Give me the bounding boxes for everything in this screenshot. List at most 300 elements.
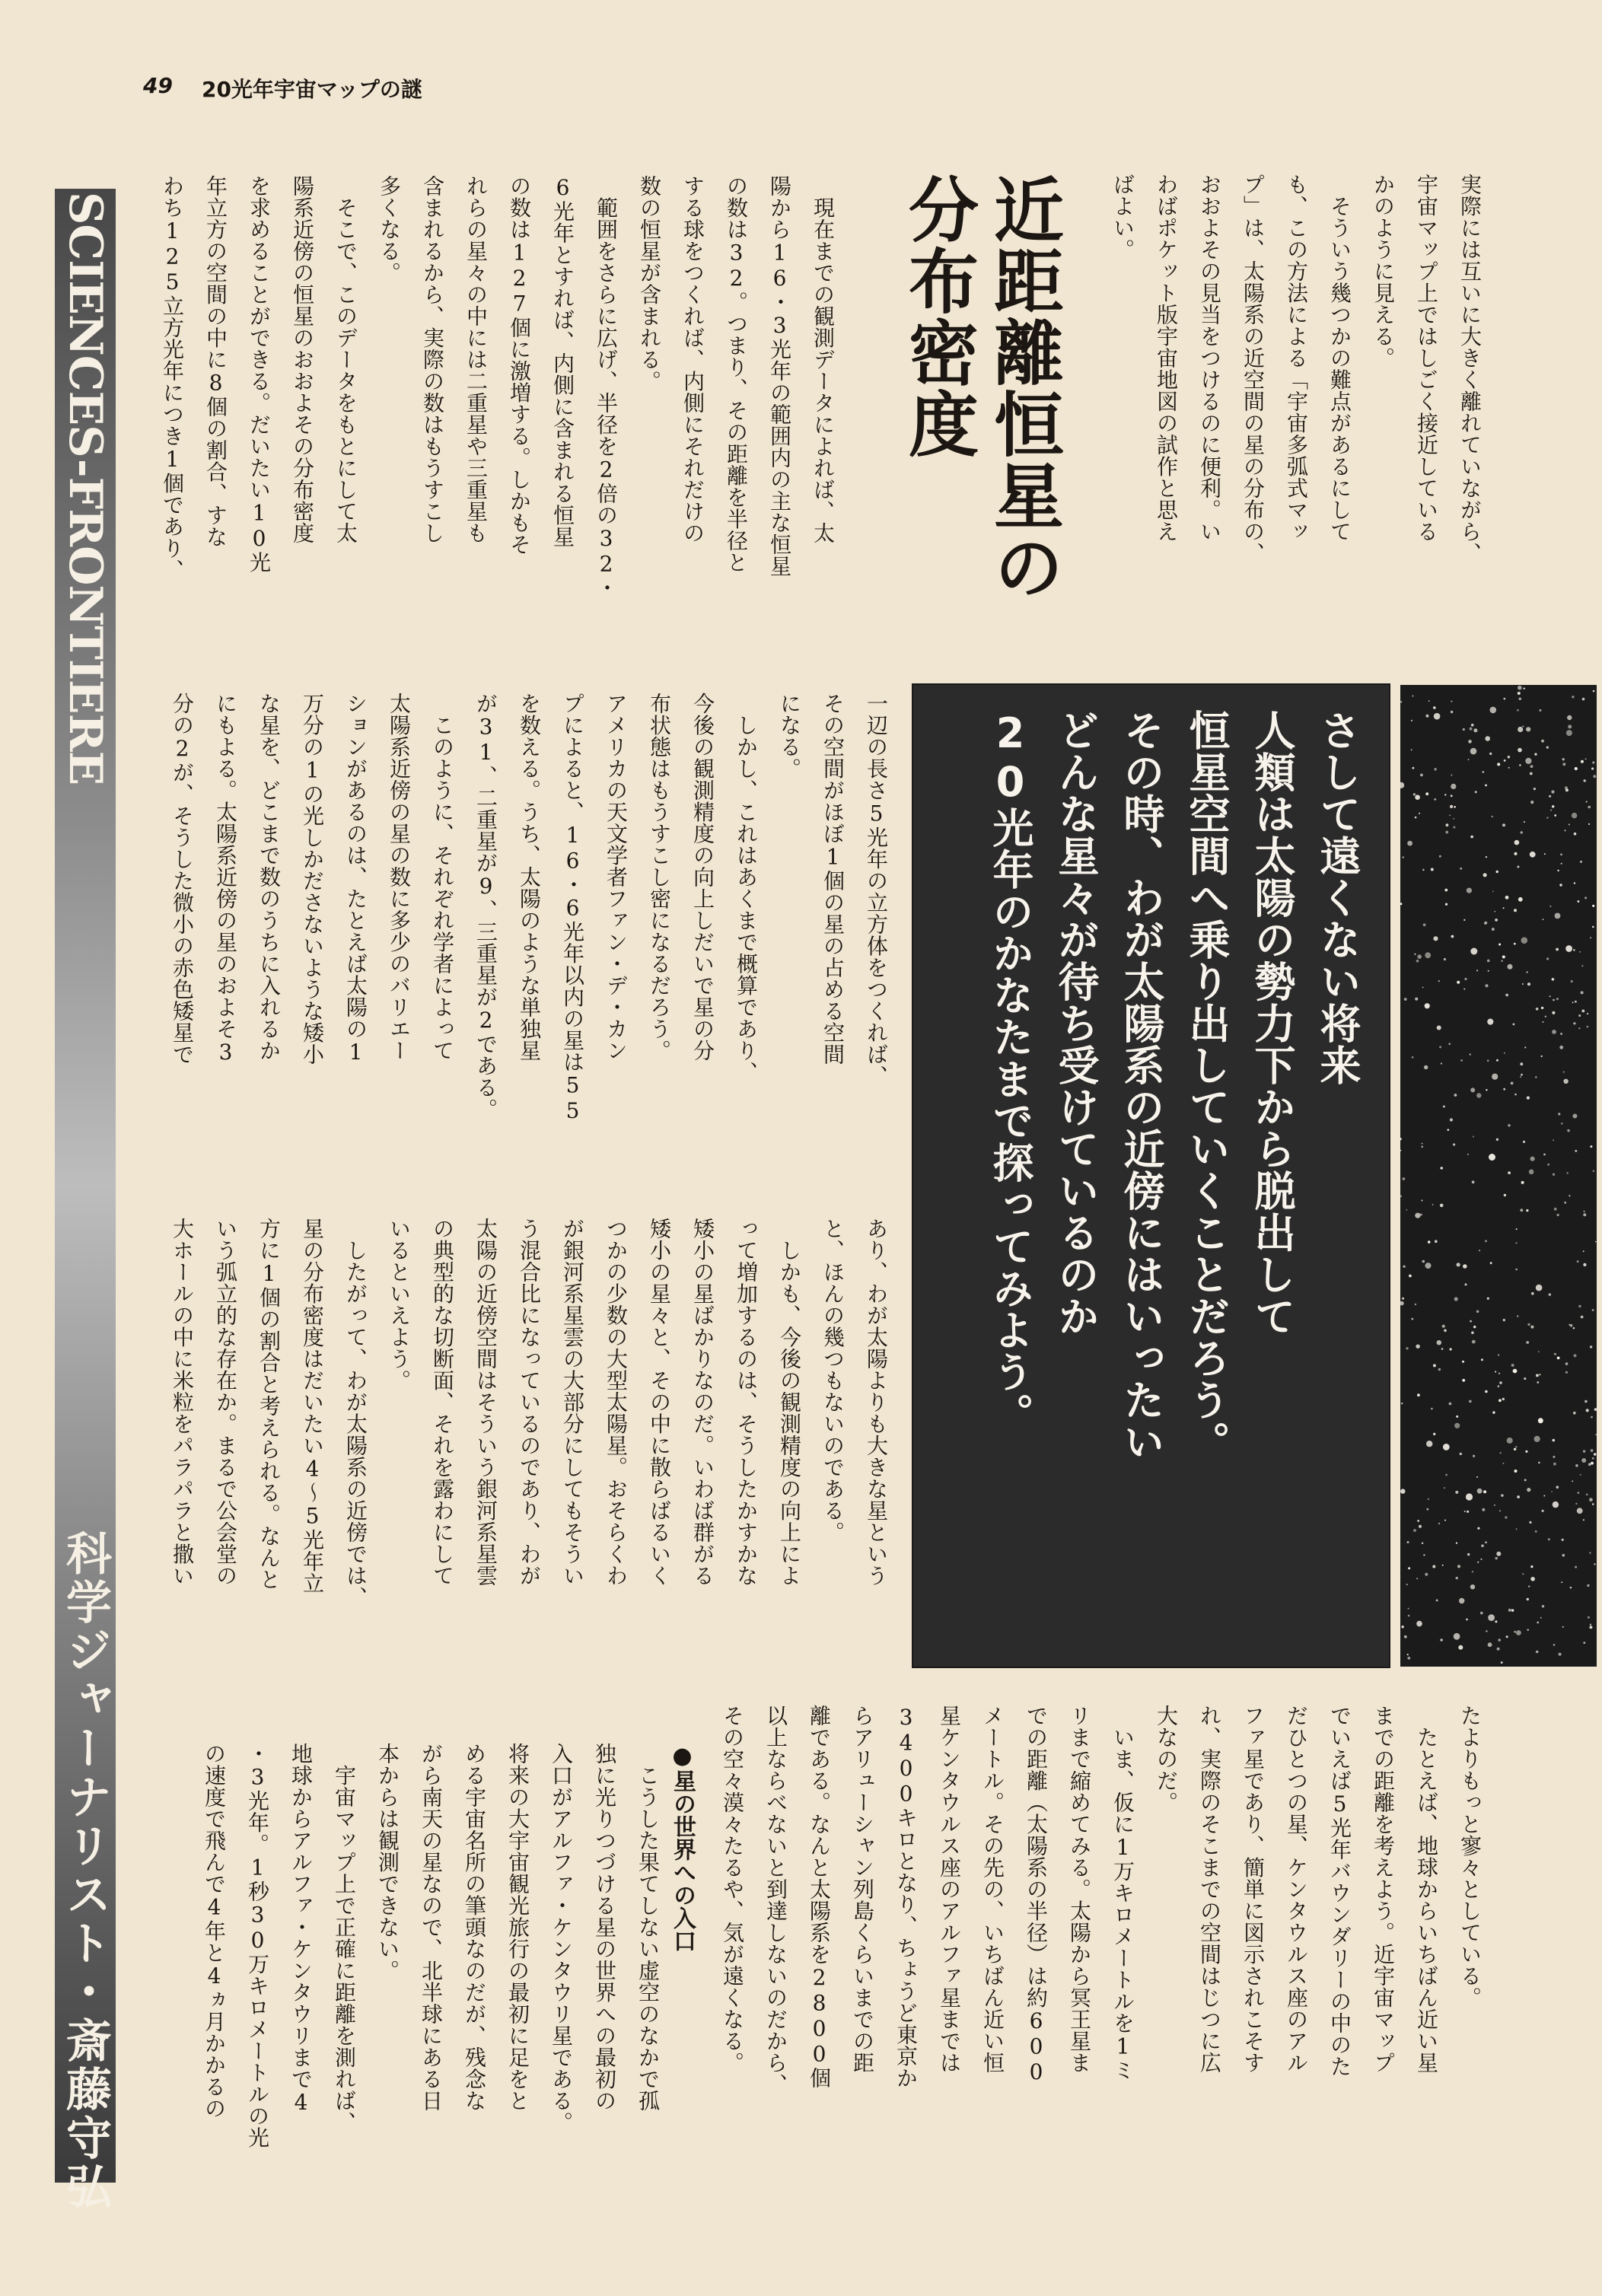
star xyxy=(1561,1581,1562,1583)
star xyxy=(1526,1209,1528,1212)
star xyxy=(1433,706,1436,709)
star xyxy=(1555,913,1561,919)
article-column-top-right: 実際には互いに大きく離れていながら、 宇宙マップ上ではしごく接近している かのように見える。 そういう幾つかの難点があるにして も、この方法による「宇宙多弧式マッ プ」は、太陽系の近空間の星の分布の、 おおよその見当をつけるのに便利。い わばポケット版宇宙地図の試作と思え ばよい。 xyxy=(1110,174,1483,564)
star xyxy=(1520,1062,1523,1065)
star xyxy=(1518,748,1522,753)
star xyxy=(1578,1014,1581,1017)
star xyxy=(1442,1325,1445,1328)
star xyxy=(1514,840,1520,845)
star xyxy=(1470,728,1473,731)
star xyxy=(1515,1446,1517,1447)
star xyxy=(1438,1523,1440,1524)
star xyxy=(1526,1341,1529,1344)
star xyxy=(1412,1056,1414,1059)
star xyxy=(1496,1552,1501,1556)
star xyxy=(1448,1043,1451,1045)
star xyxy=(1578,900,1580,903)
star xyxy=(1560,854,1562,856)
star xyxy=(1517,1315,1518,1317)
star xyxy=(1557,870,1559,871)
star xyxy=(1468,740,1472,744)
star xyxy=(1519,698,1521,700)
star xyxy=(1475,791,1477,793)
star xyxy=(1591,1416,1593,1419)
star xyxy=(1454,806,1456,808)
star xyxy=(1485,1390,1488,1393)
star xyxy=(1583,1263,1586,1266)
star xyxy=(1472,1180,1475,1183)
star xyxy=(1469,1400,1472,1403)
star xyxy=(1552,1011,1555,1014)
star xyxy=(1524,1479,1527,1481)
star xyxy=(1424,1065,1428,1069)
star xyxy=(1499,1510,1501,1511)
star xyxy=(1469,1053,1471,1056)
star xyxy=(1456,1543,1457,1544)
star xyxy=(1496,1138,1498,1141)
star xyxy=(1508,964,1513,970)
star xyxy=(1425,952,1431,958)
star xyxy=(1440,1204,1444,1208)
star xyxy=(1502,1398,1505,1400)
star xyxy=(1514,852,1517,855)
star xyxy=(1417,1393,1420,1396)
star xyxy=(1495,1557,1498,1559)
star xyxy=(1511,1609,1514,1611)
star xyxy=(1592,761,1594,763)
star xyxy=(1508,767,1510,769)
star xyxy=(1490,1262,1492,1264)
star xyxy=(1488,970,1489,972)
star xyxy=(1467,1154,1469,1155)
star xyxy=(1520,1209,1523,1212)
star xyxy=(1488,1642,1492,1647)
star xyxy=(1457,1565,1460,1568)
star xyxy=(1403,1177,1406,1180)
star xyxy=(1476,1476,1478,1478)
star xyxy=(1467,1553,1470,1556)
star xyxy=(1485,785,1487,787)
star xyxy=(1480,1612,1483,1615)
star xyxy=(1425,1263,1432,1269)
star xyxy=(1522,726,1524,728)
star xyxy=(1590,937,1591,938)
star xyxy=(1543,919,1544,920)
star xyxy=(1472,1340,1476,1344)
star xyxy=(1543,1154,1546,1156)
star xyxy=(1562,1539,1564,1541)
star xyxy=(1451,775,1452,776)
star xyxy=(1454,1423,1460,1428)
star xyxy=(1503,1319,1505,1321)
star xyxy=(1435,1240,1438,1243)
star xyxy=(1508,1171,1511,1174)
star xyxy=(1581,1316,1584,1319)
star xyxy=(1476,1310,1479,1314)
star xyxy=(1414,954,1416,955)
star xyxy=(1549,995,1551,997)
star xyxy=(1470,1584,1475,1589)
star xyxy=(1543,1495,1545,1497)
star xyxy=(1549,906,1551,907)
star xyxy=(1565,830,1566,831)
star xyxy=(1498,1385,1500,1387)
star xyxy=(1529,1170,1534,1175)
star xyxy=(1422,869,1424,871)
star xyxy=(1559,884,1562,886)
star xyxy=(1522,983,1524,985)
star xyxy=(1476,970,1478,971)
star xyxy=(1413,1529,1416,1532)
star xyxy=(1453,826,1455,829)
star xyxy=(1534,788,1536,790)
star xyxy=(1514,1448,1516,1451)
star xyxy=(1530,765,1534,768)
star xyxy=(1502,955,1505,958)
star xyxy=(1586,1409,1589,1412)
star xyxy=(1549,795,1551,798)
star xyxy=(1437,1340,1441,1345)
star xyxy=(1530,801,1534,804)
star xyxy=(1541,1056,1543,1057)
star xyxy=(1425,1003,1430,1008)
star xyxy=(1450,805,1453,808)
star xyxy=(1451,784,1456,789)
article-column-lower-left: あり、わが太陽よりも大きな星という と、ほんの幾つもないのである。 しかも、今後の観測精度の向上によ って増加するのは、そうしたかすかな 矮小の星ばかりなのだ。いわば群がる 矮小の星々と、その中に散らばるいく つかの少数の大型太陽星。おそらくわ が銀河系星雲の大部分にしてもそうい う混合比になっているのであり、わが 太陽の近傍空間はそういう銀河系星雲 の典型的な切断面、それを露わにして いるといえよう。 したがって、わが太陽系の近傍では、 星の分布密度はだいたい4〜5光年立 方に1個の割合と考えられる。なんと いう弧立的な存在か。まるで公会堂の 大ホールの中に米粒をパラパラと撒い xyxy=(170,1218,889,1608)
star xyxy=(1406,1209,1407,1211)
star xyxy=(1588,1616,1590,1619)
star xyxy=(1574,882,1575,884)
star xyxy=(1411,720,1412,721)
star xyxy=(1492,816,1493,817)
star xyxy=(1466,1619,1468,1621)
star xyxy=(1444,1330,1447,1333)
star xyxy=(1428,1240,1431,1244)
star xyxy=(1584,779,1586,782)
star xyxy=(1530,1326,1534,1329)
star xyxy=(1407,841,1412,846)
star xyxy=(1562,763,1565,766)
star xyxy=(1553,1501,1559,1508)
star xyxy=(1490,707,1497,714)
star xyxy=(1530,772,1533,775)
star xyxy=(1404,1635,1407,1638)
star xyxy=(1455,1491,1458,1494)
star xyxy=(1460,1453,1462,1455)
star xyxy=(1594,1453,1596,1455)
star xyxy=(1571,980,1573,982)
star xyxy=(1485,736,1490,741)
star xyxy=(1513,1369,1518,1374)
star xyxy=(1518,686,1522,690)
star xyxy=(1549,1293,1551,1295)
star xyxy=(1444,889,1448,892)
star xyxy=(1588,806,1591,809)
star xyxy=(1525,758,1531,764)
star xyxy=(1413,793,1416,795)
star xyxy=(1417,954,1422,959)
star xyxy=(1582,698,1585,701)
star xyxy=(1419,1525,1422,1528)
star xyxy=(1517,1495,1520,1498)
star xyxy=(1540,1617,1542,1619)
star xyxy=(1504,1052,1505,1054)
star xyxy=(1573,1022,1575,1024)
star xyxy=(1485,1541,1487,1543)
star xyxy=(1439,1046,1441,1048)
star xyxy=(1439,855,1441,858)
star xyxy=(1583,1250,1584,1252)
star xyxy=(1505,896,1509,900)
star xyxy=(1445,831,1448,834)
star xyxy=(1583,1519,1584,1521)
star xyxy=(1481,1358,1483,1361)
star xyxy=(1589,1498,1593,1501)
star xyxy=(1535,1076,1537,1078)
star xyxy=(1545,1016,1546,1017)
star xyxy=(1514,1470,1518,1473)
star xyxy=(1451,701,1452,702)
star xyxy=(1470,836,1473,839)
star xyxy=(1531,1292,1534,1295)
star xyxy=(1401,1403,1403,1405)
star xyxy=(1417,1520,1419,1522)
star xyxy=(1486,1630,1487,1632)
star xyxy=(1573,1412,1576,1415)
star xyxy=(1451,711,1453,713)
star xyxy=(1592,1457,1594,1460)
star xyxy=(1502,823,1505,826)
star xyxy=(1513,1024,1515,1026)
star xyxy=(1479,1250,1480,1251)
star xyxy=(1535,1530,1537,1533)
star xyxy=(1514,1094,1517,1096)
star xyxy=(1581,965,1583,966)
star xyxy=(1561,863,1562,865)
star xyxy=(1415,795,1420,800)
star xyxy=(1542,1605,1544,1607)
running-title: 20光年宇宙マップの謎 xyxy=(201,77,422,102)
star xyxy=(1544,853,1546,855)
star xyxy=(1514,909,1517,912)
star xyxy=(1537,1381,1539,1384)
star xyxy=(1406,1347,1408,1349)
star xyxy=(1574,833,1577,836)
star xyxy=(1445,903,1448,906)
star xyxy=(1432,1565,1435,1568)
star xyxy=(1553,1463,1556,1466)
star xyxy=(1470,948,1477,955)
star xyxy=(1498,1399,1502,1402)
star xyxy=(1420,774,1423,777)
star xyxy=(1587,1013,1588,1014)
star xyxy=(1521,1074,1523,1076)
star xyxy=(1467,888,1472,893)
star xyxy=(1553,1439,1556,1442)
star xyxy=(1481,1559,1483,1560)
star xyxy=(1467,1511,1469,1513)
star xyxy=(1527,1629,1529,1631)
star xyxy=(1584,1400,1588,1403)
star xyxy=(1592,1309,1594,1311)
star xyxy=(1505,994,1508,997)
star xyxy=(1557,1214,1559,1216)
star xyxy=(1524,821,1525,823)
star xyxy=(1464,978,1467,980)
star xyxy=(1403,1266,1406,1268)
star xyxy=(1538,1351,1540,1352)
star xyxy=(1481,1544,1484,1547)
star xyxy=(1433,1364,1436,1367)
star xyxy=(1408,1608,1409,1610)
star xyxy=(1551,790,1554,793)
star xyxy=(1501,960,1503,962)
star xyxy=(1577,1508,1583,1514)
star xyxy=(1444,1520,1446,1521)
star xyxy=(1407,1657,1410,1660)
star xyxy=(1453,818,1454,820)
star xyxy=(1454,1094,1457,1097)
star xyxy=(1521,831,1523,833)
star xyxy=(1593,690,1595,693)
star xyxy=(1546,957,1549,960)
star xyxy=(1553,999,1555,1002)
star xyxy=(1506,1635,1508,1638)
star xyxy=(1420,1214,1422,1216)
star xyxy=(1505,1516,1507,1518)
star xyxy=(1591,1462,1594,1465)
star xyxy=(1484,922,1486,925)
star xyxy=(1411,749,1412,750)
star xyxy=(1498,1373,1500,1374)
star xyxy=(1443,1106,1445,1108)
star xyxy=(1497,763,1500,766)
article-column-lower-right-2: こうした果てしない虚空のなかで孤 独に光りつづける星の世界への最初の 入口がアルファ・ケンタウリ星である。 将来の大宇宙観光旅行の最初に足をと める宇宙名所の筆頭なのだが、残念な がら南天の星なので、北半球にある日 本からは観測できない。 宇宙マップ上で正確に距離を測れば、 地球からアルファ・ケンタウリまで4 ・3光年。1秒30万キロメートルの光 の速度で飛んで4年と4ヵ月かかるの xyxy=(202,1743,661,2148)
star xyxy=(1523,1141,1525,1143)
star xyxy=(1407,1654,1409,1655)
promo-text: さして遠くない将来 人類は太陽の勢力下から脱出して 恒星空間へ乗り出していくことだろう。 その時、わが太陽系の近傍にはいったい どんな星々が待ち受けているのか 20光年のかなたまで探ってみよう。 xyxy=(986,709,1362,1463)
star xyxy=(1449,815,1451,817)
star xyxy=(1575,1464,1578,1467)
star xyxy=(1508,1609,1511,1612)
star xyxy=(1422,987,1424,989)
running-header xyxy=(143,73,422,103)
star xyxy=(1502,1463,1504,1464)
star xyxy=(1570,1324,1573,1327)
star xyxy=(1524,688,1525,689)
star xyxy=(1539,1374,1540,1375)
page-number: 49 xyxy=(143,73,173,98)
star xyxy=(1402,1298,1404,1300)
star xyxy=(1590,1345,1592,1348)
star xyxy=(1422,1260,1425,1263)
star xyxy=(1570,1587,1572,1588)
star xyxy=(1580,861,1582,863)
star xyxy=(1441,1348,1444,1350)
star xyxy=(1524,1377,1526,1380)
star xyxy=(1538,1462,1540,1464)
star xyxy=(1536,1285,1543,1291)
star xyxy=(1526,971,1527,973)
star xyxy=(1527,982,1530,986)
star xyxy=(1463,1264,1467,1269)
star xyxy=(1409,1275,1412,1278)
star xyxy=(1553,1173,1555,1176)
star xyxy=(1441,1062,1442,1064)
star xyxy=(1476,1093,1481,1097)
star xyxy=(1473,1136,1474,1138)
star xyxy=(1444,958,1446,960)
star xyxy=(1514,943,1516,945)
star xyxy=(1561,1123,1562,1124)
star xyxy=(1426,1508,1428,1511)
star xyxy=(1487,1059,1489,1062)
star xyxy=(1534,753,1537,756)
star xyxy=(1423,923,1426,926)
star xyxy=(1527,1323,1530,1326)
star xyxy=(1489,753,1492,755)
star xyxy=(1543,1021,1544,1023)
star xyxy=(1457,981,1460,984)
star xyxy=(1558,1113,1560,1115)
star xyxy=(1508,1124,1510,1126)
star xyxy=(1585,758,1587,759)
star xyxy=(1460,868,1462,870)
article-column-upper-left: 現在までの観測データによれば、太 陽から16・3光年の範囲内の主な恒星 の数は32。つまり、その距離を半径と する球をつくれば、内側にそれだけの 数の恒星が含まれる。 範囲をさらに広げ、半径を2倍の32・ 6光年とすれば、内側に含まれる恒星 の数は127個に激増する。しかもそ れらの星々の中には二重星や三重星も 含まれるから、実際の数はもうすこし 多くなる。 そこで、このデータをもとにして太 陽系近傍の恒星のおおよその分布密度 を求めることができる。だいたい10光 年立方の空間の中に8個の割合、すな わち125立方光年につき1個であり、 xyxy=(160,175,836,599)
star xyxy=(1541,740,1544,743)
star xyxy=(1496,871,1498,873)
star xyxy=(1587,1584,1589,1587)
star xyxy=(1534,1436,1540,1442)
star xyxy=(1499,1381,1502,1384)
star xyxy=(1487,1298,1489,1300)
star xyxy=(1503,1088,1505,1091)
star xyxy=(1521,937,1528,944)
star xyxy=(1448,1129,1450,1131)
star xyxy=(1572,813,1577,818)
star xyxy=(1516,1228,1518,1230)
star xyxy=(1470,1320,1472,1323)
star xyxy=(1473,1455,1475,1457)
star xyxy=(1541,1007,1543,1009)
star xyxy=(1477,1489,1483,1494)
star xyxy=(1515,1242,1517,1244)
star xyxy=(1497,1648,1500,1651)
star xyxy=(1411,1318,1413,1320)
star xyxy=(1589,1552,1591,1553)
star xyxy=(1589,1626,1592,1629)
star xyxy=(1438,980,1440,982)
star xyxy=(1487,1019,1493,1025)
star xyxy=(1592,905,1594,907)
star xyxy=(1578,1492,1580,1494)
star xyxy=(1483,1490,1486,1493)
star xyxy=(1521,1181,1524,1184)
star xyxy=(1454,1633,1460,1640)
star xyxy=(1586,801,1588,802)
star xyxy=(1546,817,1548,818)
star xyxy=(1415,1304,1416,1305)
star xyxy=(1504,698,1506,700)
star xyxy=(1450,1118,1453,1121)
star xyxy=(1465,1283,1467,1285)
star xyxy=(1408,1615,1410,1617)
star xyxy=(1434,798,1436,801)
star xyxy=(1556,998,1559,1000)
star xyxy=(1565,945,1572,952)
star xyxy=(1587,1026,1589,1028)
star xyxy=(1422,1143,1423,1145)
